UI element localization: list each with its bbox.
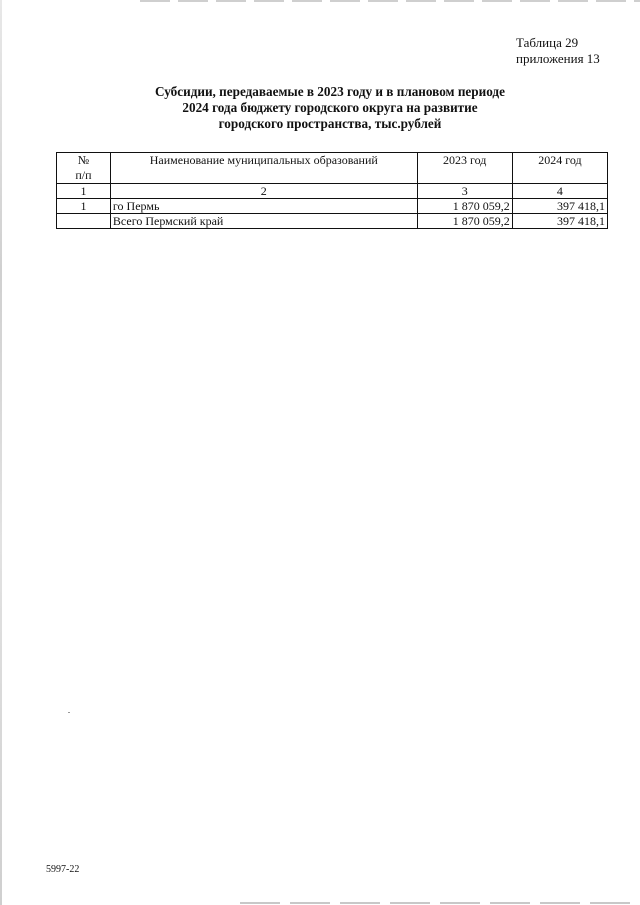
row-value-2023: 1 870 059,2 <box>417 199 512 214</box>
header-2023: 2023 год <box>417 153 512 184</box>
title-line-1: Субсидии, передаваемые в 2023 году и в плановом периоде <box>155 84 505 99</box>
total-row <box>57 214 608 229</box>
col-number-2: 2 <box>110 184 417 199</box>
scan-edge-left <box>0 0 2 905</box>
header-number <box>57 153 111 184</box>
total-number <box>57 214 111 229</box>
document-title <box>100 84 560 132</box>
table-header-row <box>57 153 608 184</box>
column-number-row <box>57 184 608 199</box>
title-line-2: 2024 года бюджету городского округа на развитие <box>182 100 478 115</box>
appendix-number: приложения 13 <box>516 51 600 66</box>
scan-edge-bottom <box>240 902 640 904</box>
total-value-2024: 397 418,1 <box>512 214 607 229</box>
col-number-4: 4 <box>512 184 607 199</box>
header-number-symbol: № <box>77 153 90 167</box>
row-name: го Пермь <box>110 199 417 214</box>
row-number: 1 <box>57 199 111 214</box>
col-number-3: 3 <box>417 184 512 199</box>
row-value-2024: 397 418,1 <box>512 199 607 214</box>
col-number-1: 1 <box>57 184 111 199</box>
scan-edge-top <box>140 0 640 2</box>
total-value-2023: 1 870 059,2 <box>417 214 512 229</box>
table-number: Таблица 29 <box>516 35 579 50</box>
title-line-3: городского пространства, тыс.рублей <box>218 116 442 131</box>
total-name: Всего Пермский край <box>110 214 417 229</box>
header-number-abbr: п/п <box>75 168 92 182</box>
table-row <box>57 199 608 214</box>
subsidy-table <box>56 152 608 229</box>
header-2024: 2024 год <box>512 153 607 184</box>
table-reference <box>516 35 600 67</box>
document-number: 5997-22 <box>46 864 80 875</box>
scan-speck <box>68 712 70 713</box>
header-name: Наименование муниципальных образований <box>110 153 417 184</box>
